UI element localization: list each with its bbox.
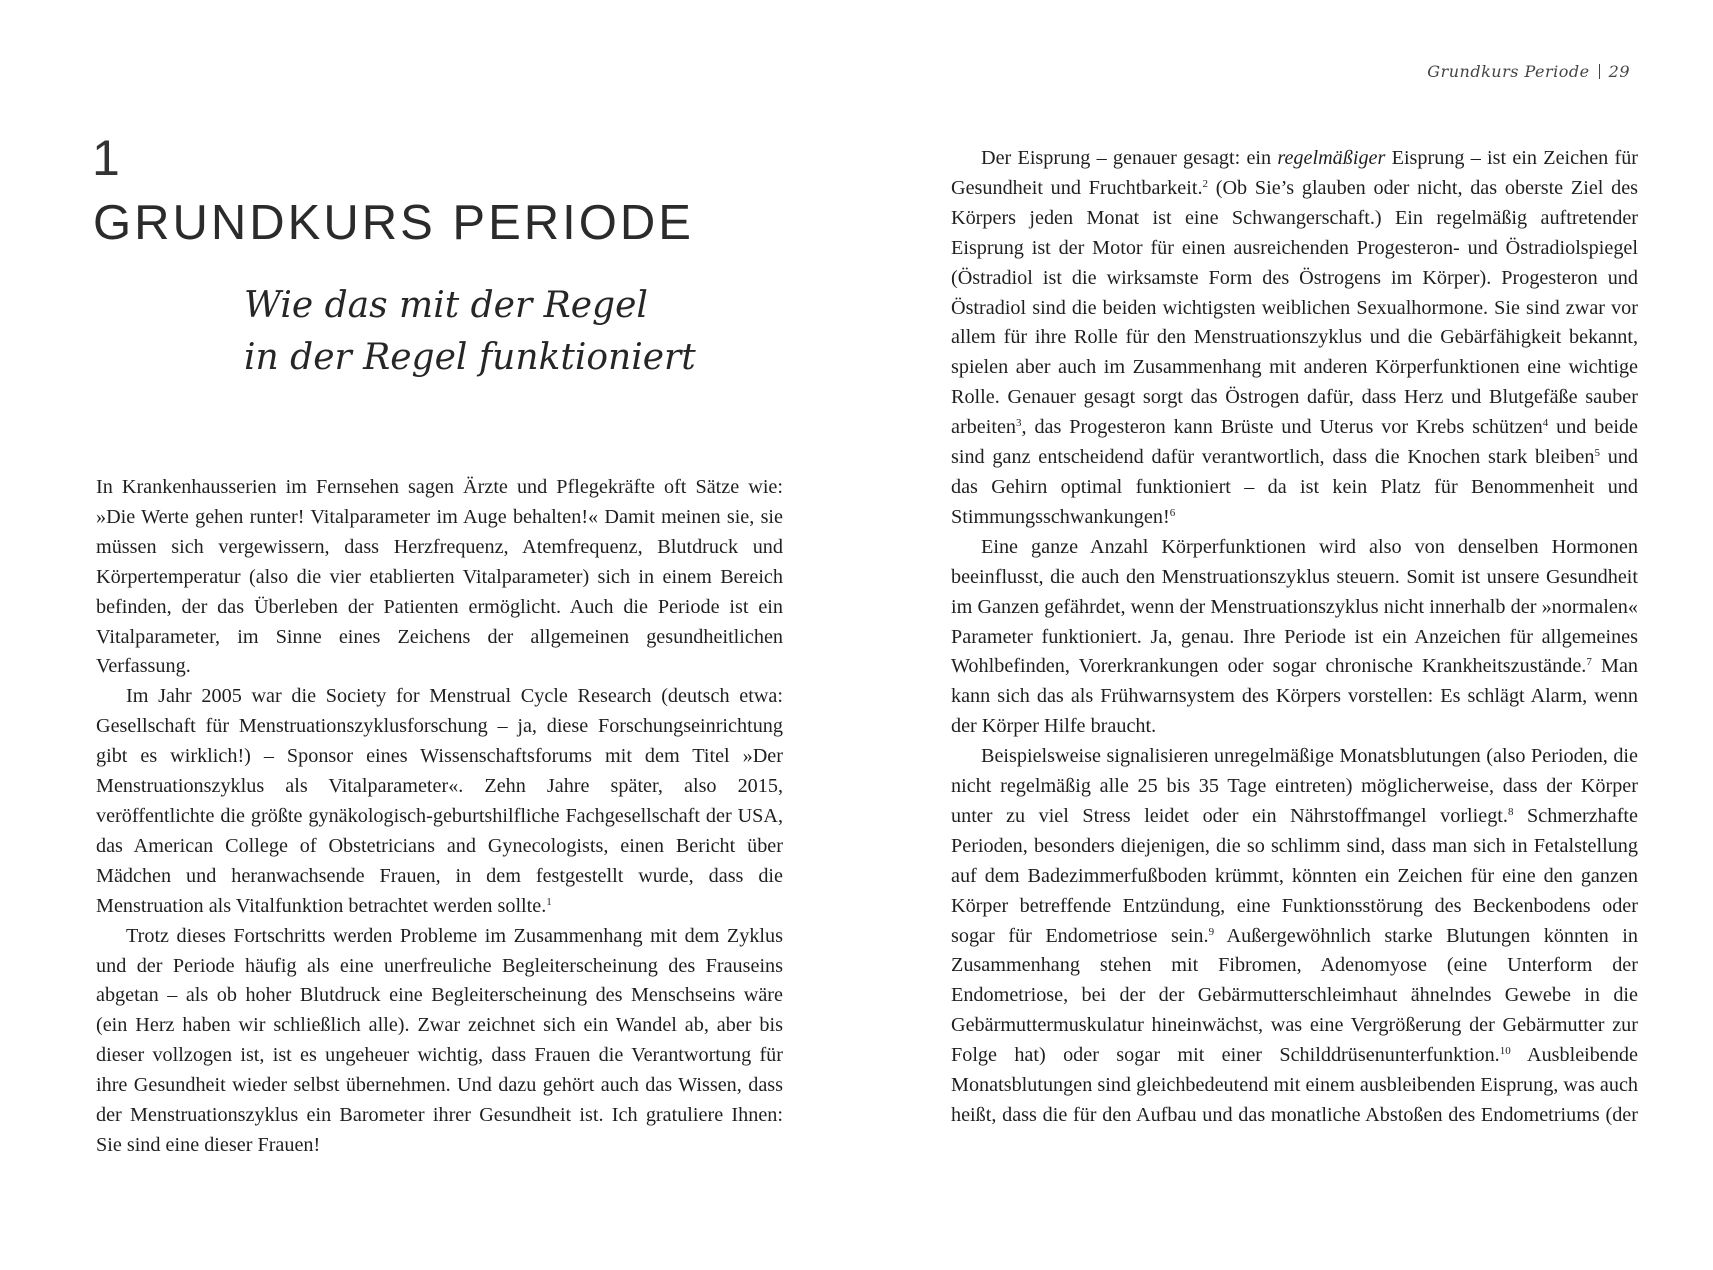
chapter-subtitle: [244, 280, 696, 384]
paragraph-2-text: Im Jahr 2005 war die Society for Menstrual Cycle Research (deutsch etwa: Gesellschaft für Menstruationszyklusforschung – ja, diese Forschungseinrichtung gibt es wirklich!) – Sponsor eines Wissenschaftsforums mit dem Titel »Der Menstruationszyklus als Vitalparameter«. Zehn Jahre später, also 2015, veröffentlichte die größte gynäkologisch-geburtshilfliche Fachgesellschaft der USA, das American College of Obstetricians and Gynecologists, einen Bericht über Mädchen und heranwachsende Frauen, in dem festgestellt wurde, dass die Menstruation als Vitalfunktion betrachtet werden sollte.: [96, 685, 783, 917]
p6-text-c: Außergewöhnlich starke Blutungen könnten in Zusammenhang stehen mit Fibromen, Adenomyose (eine Unterform der Endometriose, bei der der Gebärmutterschleimhaut ähnelndes Gewebe in die Gebärmuttermuskulatur hineinwächst, was eine Vergrößerung der Gebärmutter zur Folge hat) oder sogar mit einer Schilddrüsenunterfunktion.: [951, 924, 1638, 1067]
footnote-ref-4: 4: [1542, 417, 1549, 430]
p4-text-d: , das Progesteron kann Brüste und Uterus vor Krebs schützen: [1021, 416, 1543, 439]
footnote-ref-7: 7: [1586, 656, 1592, 669]
paragraph-2: [96, 682, 783, 921]
p6-text-b: Schmerzhafte Perioden, besonders diejenigen, die so schlimm sind, dass man sich in Fetalstellung auf dem Badezimmerfußboden krümmt, könnten ein Zeichen für eine den ganzen Körper betreffende Entzündung, eine Funktionsstörung des Beckenbodens oder sogar für Endometriose sein.: [951, 804, 1638, 947]
running-head-separator: [1599, 64, 1600, 79]
footnote-ref-10: 10: [1499, 1045, 1511, 1058]
left-page: [0, 0, 856, 1270]
footnote-ref-3: 3: [1016, 417, 1022, 430]
subtitle-line-2: in der Regel funktioniert: [244, 337, 696, 378]
p4-text-b: Eisprung – ist ein Zeichen für Gesundheit und Fruchtbarkeit.: [951, 147, 1639, 199]
p6-text-a: Beispielsweise signalisieren unregelmäßige Monatsblutungen (also Perioden, die nicht regelmäßig alle 25 bis 35 Tage eintreten) möglicherweise, dass der Körper unter zu viel Stress leidet oder ein Nährstoffmangel vorliegt.: [951, 745, 1638, 827]
right-body-text: [951, 144, 1638, 1131]
p4-text-a: Der Eisprung – genauer gesagt: ein: [981, 147, 1272, 169]
subtitle-line-1: Wie das mit der Regel: [244, 285, 648, 326]
emphasis-regelmaessiger: regelmäßiger: [1277, 147, 1386, 169]
p5-text-b: Man kann sich das als Frühwarnsystem des Körpers vorstellen: Es schlägt Alarm, wenn der Körper Hilfe braucht.: [951, 655, 1639, 738]
paragraph-4: [951, 144, 1638, 533]
right-page: [856, 0, 1713, 1270]
p6-text-d: Ausbleibende Monatsblutungen sind gleichbedeutend mit einem ausbleibenden Eisprung, was auch heißt, dass die für den Aufbau und das monatliche Abstoßen des Endometriums (der: [951, 1044, 1638, 1126]
footnote-ref-2: 2: [1202, 177, 1208, 190]
page-number: 29: [1608, 62, 1630, 81]
p4-text-c: (Ob Sie’s glauben oder nicht, das oberste Ziel des Körpers jeden Monat ist eine Schwangerschaft.) Ein regelmäßig auftretender Eisprung ist der Motor für einen ausreichenden Progesteron- und Östradiolspiegel (Östradiol ist die wirksamste Form des Östrogens im Körper). Progesteron und Östradiol sind die beiden wichtigsten weiblichen Sexualhormone. Sie sind zwar vor allem für ihre Rolle für den Menstruationszyklus und die Gebärfähigkeit bekannt, spielen aber auch im Zusammenhang mit anderen Körperfunktionen eine wichtige Rolle. Genauer gesagt sorgt das Östrogen dafür, dass Herz und Blutgefäße sauber arbeiten: [951, 176, 1639, 439]
chapter-title: GRUNDKURS PERIODE: [93, 196, 694, 250]
left-body-text: [96, 473, 783, 1161]
footnote-ref-1: 1: [546, 895, 552, 908]
paragraph-6: [951, 742, 1638, 1131]
footnote-ref-8: 8: [1507, 805, 1514, 818]
footnote-ref-6: 6: [1169, 506, 1176, 519]
running-head-title: Grundkurs Periode: [1427, 62, 1590, 81]
p4-text-f: und das Gehirn optimal funktioniert – da ist kein Platz für Benommenheit und Stimmungsschwankungen!: [951, 446, 1638, 528]
paragraph-3: Trotz dieses Fortschritts werden Probleme im Zusammenhang mit dem Zyklus und der Periode häufig als eine unerfreuliche Begleiterscheinung des Frauseins abgetan – als ob hoher Blutdruck eine Begleiterscheinung des Menschseins wäre (ein Herz haben wir schließlich alle). Zwar zeichnet sich ein Wandel ab, aber bis dieser vollzogen ist, ist es ungeheuer wichtig, dass Frauen die Verantwortung für ihre Gesundheit wieder selbst übernehmen. Und dazu gehört auch das Wissen, dass der Menstruationszyklus ein Barometer ihrer Gesundheit ist. Ich gratuliere Ihnen: Sie sind eine dieser Frauen!: [96, 924, 783, 1156]
footnote-ref-9: 9: [1208, 925, 1215, 938]
paragraph-1: In Krankenhausserien im Fernsehen sagen Ärzte und Pflegekräfte oft Sätze wie: »Die Werte gehen runter! Vitalparameter im Auge behalten!« Damit meinen sie, sie müssen sich vergewissern, dass Herzfrequenz, Atemfrequenz, Blutdruck und Körpertemperatur (also die vier etablierten Vitalparameter) sich in einem Bereich befinden, der das Überleben der Patienten ermöglicht. Auch die Periode ist ein Vitalparameter, im Sinne eines Zeichens der allgemeinen gesundheitlichen Verfassung.: [96, 476, 783, 678]
chapter-number: 1: [92, 130, 120, 186]
running-head: [1427, 62, 1630, 81]
p4-text-e: und beide sind ganz entscheidend dafür verantwortlich, dass die Knochen stark bleiben: [951, 416, 1638, 469]
p5-text-a: Eine ganze Anzahl Körperfunktionen wird also von denselben Hormonen beeinflusst, die auch den Menstruationszyklus steuern. Somit ist unsere Gesundheit im Ganzen gefährdet, wenn der Menstruationszyklus nicht innerhalb der »normalen« Parameter funktioniert. Ja, genau. Ihre Periode ist ein Anzeichen für allgemeines Wohlbefinden, Vorerkrankungen oder sogar chronische Krankheitszustände.: [951, 535, 1638, 678]
paragraph-5: [951, 533, 1638, 742]
footnote-ref-5: 5: [1594, 447, 1600, 460]
